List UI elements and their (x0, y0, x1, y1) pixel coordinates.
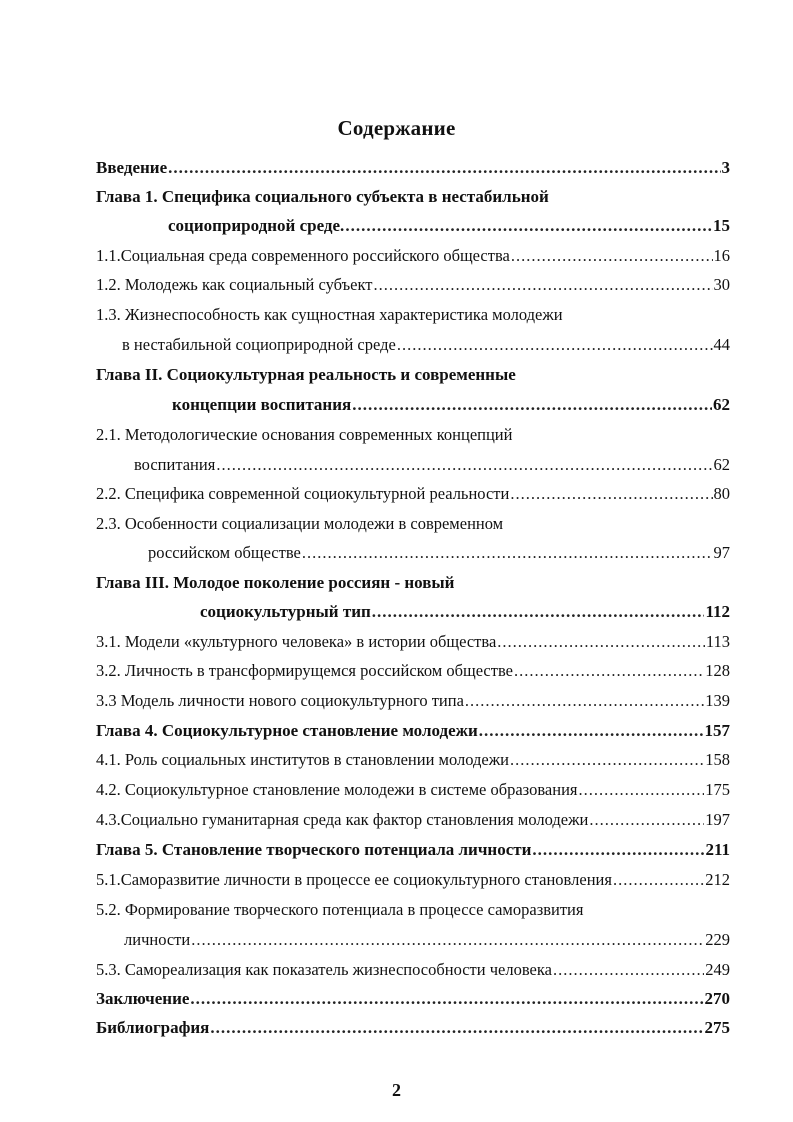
dot-leader (372, 600, 705, 624)
toc-entry-title: 5.3. Самореализация как показатель жизнеспособности человека (96, 960, 552, 979)
toc-entry-title: Введение (96, 158, 168, 177)
toc-entry-title: 1.2. Молодежь как социальный субъект (96, 275, 373, 294)
toc-entry[interactable] (96, 748, 730, 772)
dot-leader (514, 659, 704, 683)
dot-leader (190, 987, 703, 1011)
toc-entry-title: воспитания (134, 455, 216, 474)
toc-entry-title: 1.1.Социальная среда современного российского общества (96, 246, 510, 265)
toc-entry-page: 15 (713, 216, 730, 235)
toc-entry-page: 212 (705, 870, 730, 889)
dot-leader (589, 808, 704, 832)
dot-leader (374, 273, 713, 297)
toc-entry-title: социоприродной среде. (168, 216, 345, 235)
toc-entry-title: 4.3.Социально гуманитарная среда как фактор становления молодежи (96, 810, 589, 829)
toc-entry-title: 5.2. Формирование творческого потенциала в процессе саморазвития (96, 900, 584, 919)
toc-entry-title: социокультурный тип (200, 602, 371, 621)
dot-leader (532, 838, 704, 862)
toc-entry-page: 30 (713, 275, 730, 294)
toc-entry-page: 62 (713, 395, 730, 414)
toc-entry-page: 175 (705, 780, 730, 799)
toc-entry-page: 44 (713, 335, 730, 354)
toc-entry-title: 3.3 Модель личности нового социокультурного типа (96, 691, 464, 710)
toc-entry-page: 158 (705, 750, 730, 769)
toc-entry[interactable] (96, 838, 730, 862)
toc-entry[interactable] (96, 868, 730, 892)
toc-entry-title: 1.3. Жизнеспособность как сущностная характеристика молодежи (96, 305, 563, 324)
toc-entry-page: 211 (705, 840, 730, 859)
toc-entry[interactable] (96, 482, 730, 506)
dot-leader (191, 928, 704, 952)
toc-entry-title: 2.2. Специфика современной социокультурной реальности (96, 484, 510, 503)
toc-entry[interactable] (96, 273, 730, 297)
dot-leader (345, 214, 712, 238)
toc-entry-title: 2.3. Особенности социализации молодежи в современном (96, 514, 504, 533)
toc-entry-title: Глава 4. Социокультурное становление молодежи (96, 721, 478, 740)
toc-entry (96, 303, 730, 327)
dot-leader (465, 689, 704, 713)
toc-entry-title: 5.1.Саморазвитие личности в процессе ее социокультурного становления (96, 870, 612, 889)
toc-entry-title: концепции воспитания (172, 395, 352, 414)
toc-entry-page: 16 (713, 246, 730, 265)
toc-entry[interactable] (96, 928, 730, 952)
toc-entry-title: 4.2. Социокультурное становление молодежи в системе образования (96, 780, 578, 799)
toc-entry[interactable] (96, 393, 730, 417)
toc-entry[interactable] (96, 1016, 730, 1040)
toc-entry-title: Глава 5. Становление творческого потенциала личности (96, 840, 532, 859)
dot-leader (511, 244, 713, 268)
dot-leader (510, 748, 704, 772)
toc-entry[interactable] (96, 156, 730, 180)
toc-entry-title: 3.2. Личность в трансформирущемся российском обществе (96, 661, 513, 680)
toc-entry-page: 80 (713, 484, 730, 503)
toc-entry-page: 139 (705, 691, 730, 710)
dot-leader (168, 156, 720, 180)
toc-entry[interactable] (96, 689, 730, 713)
toc-entry-page: 113 (705, 632, 730, 651)
toc-entry-title: Глава II. Социокультурная реальность и современные (96, 365, 516, 384)
toc-entry (96, 571, 730, 595)
toc-entry[interactable] (96, 808, 730, 832)
toc-entry-page: 249 (705, 960, 730, 979)
toc-entry-page: 197 (705, 810, 730, 829)
toc-entry-title: Заключение (96, 989, 190, 1008)
dot-leader (497, 630, 705, 654)
toc-entry-title: в нестабильной социоприродной среде (122, 335, 396, 354)
toc-entry[interactable] (96, 541, 730, 565)
toc-entry[interactable] (96, 453, 730, 477)
toc-entry-title: российском обществе (148, 543, 301, 562)
dot-leader (352, 393, 712, 417)
toc-entry (96, 185, 730, 209)
dot-leader (613, 868, 704, 892)
toc-entry-title: Библиография (96, 1018, 210, 1037)
toc-entry (96, 363, 730, 387)
toc-entry-page: 270 (704, 989, 730, 1008)
toc-entry-title: 3.1. Модели «культурного человека» в истории общества (96, 632, 497, 651)
toc-entry (96, 898, 730, 922)
page-number: 2 (392, 1080, 401, 1100)
toc-entry[interactable] (96, 244, 730, 268)
toc-entry[interactable] (96, 987, 730, 1011)
page-title: Содержание (337, 116, 456, 140)
toc-entry-page: 112 (705, 602, 730, 621)
toc-entry[interactable] (96, 333, 730, 357)
toc-entry-title: 2.1. Методологические основания современных концепций (96, 425, 513, 444)
toc-entry-page: 128 (705, 661, 730, 680)
dot-leader (479, 719, 704, 743)
toc-entry (96, 423, 730, 447)
toc-entry[interactable] (96, 778, 730, 802)
toc-entry-page: 3 (721, 158, 730, 177)
toc-entry (96, 512, 730, 536)
toc-entry-title: Глава 1. Специфика социального субъекта в нестабильной (96, 187, 549, 206)
toc-entry-page: 275 (704, 1018, 730, 1037)
toc-entry-page: 62 (713, 455, 730, 474)
toc-entry[interactable] (96, 630, 730, 654)
dot-leader (579, 778, 705, 802)
toc-entry-page: 97 (713, 543, 730, 562)
toc-entry-page: 157 (704, 721, 730, 740)
toc-entry-title: личности (124, 930, 191, 949)
dot-leader (553, 958, 704, 982)
toc-entry[interactable] (96, 600, 730, 624)
dot-leader (397, 333, 713, 357)
toc-entry-page: 229 (705, 930, 730, 949)
dot-leader (210, 1016, 703, 1040)
toc-entry-title: 4.1. Роль социальных институтов в становлении молодежи (96, 750, 509, 769)
toc-entry[interactable] (96, 214, 730, 238)
toc-entry[interactable] (96, 958, 730, 982)
dot-leader (216, 453, 712, 477)
dot-leader (302, 541, 713, 565)
dot-leader (510, 482, 712, 506)
toc-entry[interactable] (96, 719, 730, 743)
toc-entry-title: Глава III. Молодое поколение россиян - новый (96, 573, 455, 592)
toc-entry[interactable] (96, 659, 730, 683)
